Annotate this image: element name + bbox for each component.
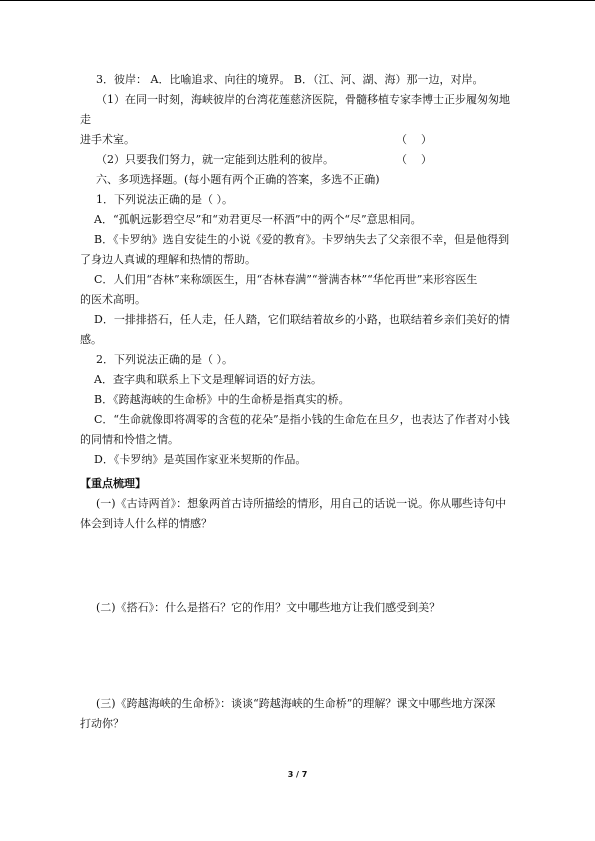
q3-item2-text: （2）只要我们努力，就一定能到达胜利的彼岸。: [96, 153, 334, 166]
key-point-3-line1: (三)《跨越海峡的生命桥》：谈谈“跨越海峡的生命桥”的理解？课文中哪些地方深深: [96, 697, 496, 710]
page-number: 3 / 7: [287, 770, 308, 779]
s6-q1-option-b-line2: 了身边人真诚的理解和热情的帮助。: [80, 253, 256, 266]
key-points-title: 【重点梳理】: [80, 477, 146, 490]
q3-definition: 3．彼岸： A．比喻追求、向往的境界。 B．（江、河、湖、海）那一边，对岸。: [96, 73, 484, 86]
key-point-1-line1: (一)《古诗两首》：想象两首古诗所描绘的情形，用自己的话说一说。你从哪些诗句中: [96, 497, 507, 510]
key-point-2: (二)《搭石》：什么是搭石？它的作用？文中哪些地方让我们感受到美？: [96, 601, 441, 614]
answer-space-2[interactable]: [80, 618, 520, 694]
s6-q2-option-b[interactable]: B．《跨越海峡的生命桥》中的生命桥是指真实的桥。: [94, 393, 350, 406]
s6-q1-option-d-line1[interactable]: D．一排排搭石，任人走，任人踏，它们联结着故乡的小路，也联结着乡亲们美好的情: [94, 313, 510, 326]
s6-q1-option-d-line2: 感。: [80, 333, 102, 346]
q3-item1-line1: （1）在同一时刻，海峡彼岸的台湾花莲慈济医院，骨髓移植专家李博士正步履匆匆地走: [80, 93, 510, 126]
answer-space-1[interactable]: [80, 534, 520, 598]
key-point-3-line2: 打动你？: [80, 717, 124, 730]
q3-item1-text: 进手术室。: [80, 133, 135, 146]
s6-q2-option-c-line1[interactable]: C．“生命就像即将凋零的含苞的花朵”是指小钱的生命危在旦夕，也表达了作者对小钱: [94, 413, 510, 426]
s6-q2-option-d[interactable]: D．《卡罗纳》是英国作家亚米契斯的作品。: [94, 453, 307, 466]
header-rule: [0, 0, 595, 1]
q3-item2: [80, 150, 520, 170]
s6-q1-stem: 1．下列说法正确的是（ ）。: [96, 193, 233, 206]
q3-item2-answer-paren[interactable]: （ ）: [396, 153, 432, 166]
s6-q1-option-c-line2: 的医术高明。: [80, 293, 146, 306]
section6-title: 六、多项选择题。(每小题有两个正确的答案，多选不正确): [96, 173, 380, 186]
s6-q2-stem: 2．下列说法正确的是（ ）。: [96, 353, 233, 366]
s6-q2-option-c-line2: 的同情和怜惜之情。: [80, 433, 179, 446]
s6-q2-option-a[interactable]: A．查字典和联系上下文是理解词语的好方法。: [94, 373, 322, 386]
key-point-1-line2: 体会到诗人什么样的情感？: [80, 517, 212, 530]
s6-q1-option-a[interactable]: A．“孤帆远影碧空尽”和“劝君更尽一杯酒”中的两个“尽”意思相同。: [94, 213, 422, 226]
q3-item1-answer-paren[interactable]: （ ）: [396, 133, 432, 146]
document-body: [80, 70, 520, 734]
q3-item1-line2: [80, 130, 520, 150]
s6-q1-option-c-line1[interactable]: C．人们用“杏林”来称颂医生，用“杏林春满”“誉满杏林”“华佗再世”来形容医生: [94, 273, 478, 286]
s6-q1-option-b-line1[interactable]: B．《卡罗纳》选自安徒生的小说《爱的教育》。卡罗纳失去了父亲很不幸，但是他得到: [94, 233, 510, 246]
